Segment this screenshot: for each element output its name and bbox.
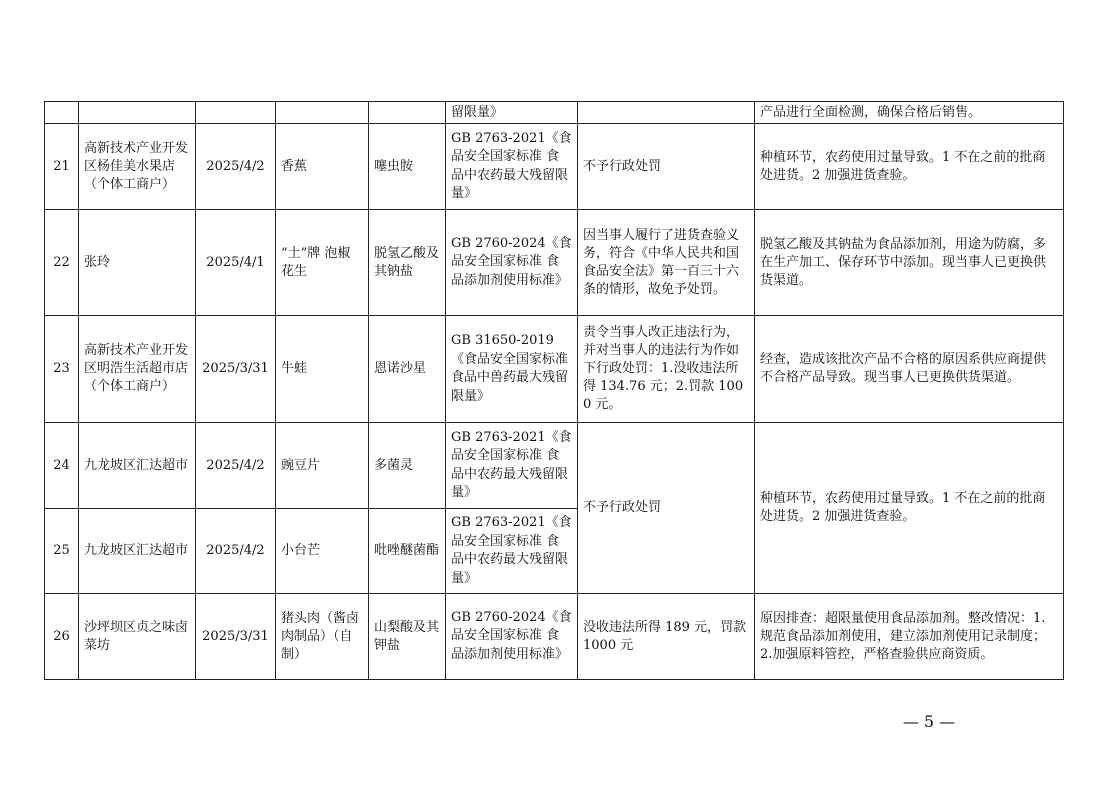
cell-product: 小台芒: [276, 509, 369, 594]
cell-penalty: [578, 102, 755, 124]
cell-item: 山梨酸及其钾盐: [369, 594, 446, 680]
cell-note: 经查，造成该批次产品不合格的原因系供应商提供不合格产品导致。现当事人已更换供货渠道。: [755, 316, 1064, 423]
table-row: [45, 594, 1064, 680]
cell-standard: 留限量》: [446, 102, 578, 124]
table-row-continuation: [45, 102, 1064, 124]
cell-product: 豌豆片: [276, 423, 369, 509]
sampling-results-table: [44, 101, 1064, 680]
cell-no: 23: [45, 316, 79, 423]
table-row: [45, 423, 1064, 509]
cell-penalty: 责令当事人改正违法行为，并对当事人的违法行为作如下行政处罚：1.没收违法所得 134.76 元；2.罚款 1000 元。: [578, 316, 755, 423]
cell-no: 24: [45, 423, 79, 509]
cell-note: 产品进行全面检测，确保合格后销售。: [755, 102, 1064, 124]
cell-product: 香蕉: [276, 124, 369, 210]
cell-no: [45, 102, 79, 124]
cell-no: 22: [45, 210, 79, 316]
cell-product: 猪头肉（酱卤肉制品）（自制）: [276, 594, 369, 680]
cell-item: 脱氢乙酸及其钠盐: [369, 210, 446, 316]
table-row: [45, 210, 1064, 316]
cell-note: 种植环节，农药使用过量导致。1 不在之前的批商处进货。2 加强进货查验。: [755, 124, 1064, 210]
cell-date: 2025/4/2: [196, 509, 276, 594]
cell-date: 2025/3/31: [196, 594, 276, 680]
page-number: — 5 —: [902, 712, 956, 731]
cell-no: 26: [45, 594, 79, 680]
cell-standard: GB 2760-2024《食品安全国家标准 食品添加剂使用标准》: [446, 210, 578, 316]
cell-penalty: 因当事人履行了进货查验义务，符合《中华人民共和国食品安全法》第一百三十六条的情形，故免予处罚。: [578, 210, 755, 316]
cell-item: 多菌灵: [369, 423, 446, 509]
cell-entity: [79, 102, 196, 124]
cell-product: [276, 102, 369, 124]
cell-date: 2025/4/2: [196, 423, 276, 509]
cell-penalty-merged: 不予行政处罚: [578, 423, 755, 594]
cell-entity: 沙坪坝区贞之味卤菜坊: [79, 594, 196, 680]
cell-entity: 张玲: [79, 210, 196, 316]
cell-no: 25: [45, 509, 79, 594]
cell-standard: GB 2760-2024《食品安全国家标准 食品添加剂使用标准》: [446, 594, 578, 680]
cell-note: 脱氢乙酸及其钠盐为食品添加剂，用途为防腐，多在生产加工、保存环节中添加。现当事人已更换供货渠道。: [755, 210, 1064, 316]
cell-date: 2025/4/2: [196, 124, 276, 210]
cell-date: 2025/4/1: [196, 210, 276, 316]
cell-item: 噻虫胺: [369, 124, 446, 210]
table-row: [45, 124, 1064, 210]
cell-entity: 九龙坡区汇达超市: [79, 423, 196, 509]
cell-product: 牛蛙: [276, 316, 369, 423]
cell-standard: GB 2763-2021《食品安全国家标准 食品中农药最大残留限量》: [446, 423, 578, 509]
cell-date: 2025/3/31: [196, 316, 276, 423]
cell-standard: GB 31650-2019《食品安全国家标准 食品中兽药最大残留限量》: [446, 316, 578, 423]
cell-item: [369, 102, 446, 124]
cell-date: [196, 102, 276, 124]
cell-entity: 高新技术产业开发区杨佳美水果店（个体工商户）: [79, 124, 196, 210]
table-row: [45, 316, 1064, 423]
cell-standard: GB 2763-2021《食品安全国家标准 食品中农药最大残留限量》: [446, 124, 578, 210]
cell-entity: 高新技术产业开发区明浩生活超市店（个体工商户）: [79, 316, 196, 423]
cell-standard: GB 2763-2021《食品安全国家标准 食品中农药最大残留限量》: [446, 509, 578, 594]
cell-product: “土”牌 泡椒花生: [276, 210, 369, 316]
cell-item: 恩诺沙星: [369, 316, 446, 423]
cell-no: 21: [45, 124, 79, 210]
cell-note: 原因排查：超限量使用食品添加剂。整改情况：1.规范食品添加剂使用，建立添加剂使用记录制度；2.加强原料管控，严格查验供应商资质。: [755, 594, 1064, 680]
cell-note-merged: 种植环节，农药使用过量导致。1 不在之前的批商处进货。2 加强进货查验。: [755, 423, 1064, 594]
cell-penalty: 不予行政处罚: [578, 124, 755, 210]
cell-penalty: 没收违法所得 189 元，罚款 1000 元: [578, 594, 755, 680]
cell-item: 吡唑醚菌酯: [369, 509, 446, 594]
cell-entity: 九龙坡区汇达超市: [79, 509, 196, 594]
